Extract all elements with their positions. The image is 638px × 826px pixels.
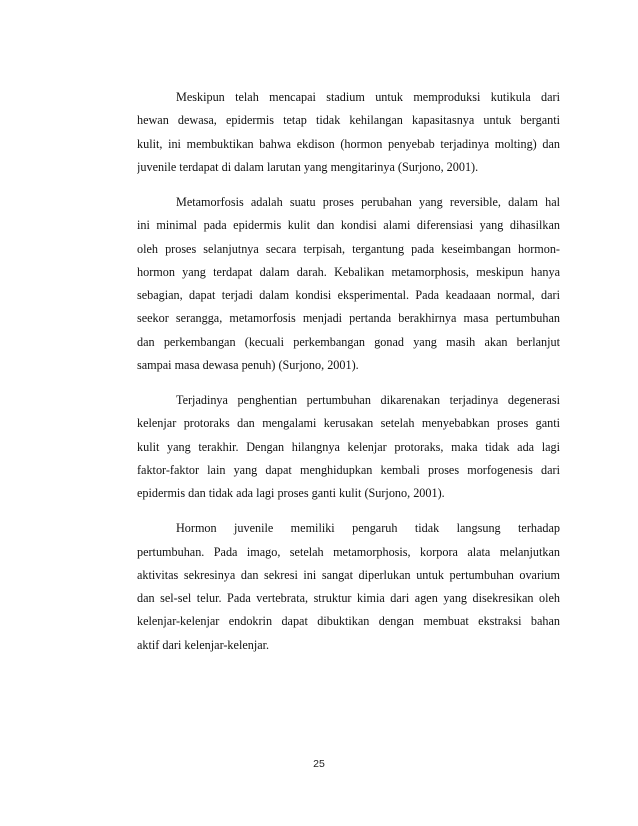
text-line: sebagian, dapat terjadi dalam kondisi eksperimental. Pada keadaaan normal, dari (137, 288, 560, 302)
text-line: kelenjar protoraks dan mengalami kerusakan setelah menyebabkan proses ganti (137, 416, 560, 431)
text-line: kelenjar-kelenjar endokrin dapat dibuktikan dengan membuat ekstraksi bahan (137, 614, 560, 629)
text-line: kulit yang terakhir. Dengan hilangnya kelenjar protoraks, maka tidak ada lagi (137, 439, 560, 454)
text-line: faktor-faktor lain yang dapat menghidupkan kembali proses morfogenesis dari (137, 462, 560, 477)
text-line: Terjadinya penghentian pertumbuhan dikarenakan terjadinya degenerasi (176, 393, 560, 407)
text-line: hewan dewasa, epidermis tetap tidak kehilangan kapasitasnya untuk berganti (137, 113, 560, 128)
text-line: pertumbuhan. Pada imago, setelah metamorphosis, korpora alata melanjutkan (137, 544, 560, 559)
text-line: kulit, ini membuktikan bahwa ekdison (hormon penyebab terjadinya molting) dan (137, 136, 560, 151)
paragraph-3 (137, 389, 560, 505)
text-line: aktif dari kelenjar-kelenjar. (137, 637, 270, 652)
text-line: juvenile terdapat di dalam larutan yang mengitarinya (Surjono, 2001). (137, 159, 479, 174)
text-line: epidermis dan tidak ada lagi proses ganti kulit (Surjono, 2001). (137, 486, 445, 500)
text-line: dan sel-sel telur. Pada vertebrata, struktur kimia dari agen yang disekresikan oleh (137, 591, 560, 605)
text-line: aktivitas sekresinya dan sekresi ini sangat diperlukan untuk pertumbuhan ovarium (137, 567, 560, 582)
text-line: hormon yang terdapat dalam darah. Kebalikan metamorphosis, meskipun hanya (137, 264, 560, 279)
text-line: ini minimal pada epidermis kulit dan kondisi alami diferensiasi yang dihasilkan (137, 218, 560, 233)
text-line: Meskipun telah mencapai stadium untuk memproduksi kutikula dari (176, 90, 560, 104)
paragraph-4 (137, 517, 560, 657)
text-line: Metamorfosis adalah suatu proses perubahan yang reversible, dalam hal (176, 195, 560, 209)
text-line: Hormon juvenile memiliki pengaruh tidak langsung terhadap (176, 521, 560, 536)
text-line: seekor serangga, metamorfosis menjadi pertanda berakhirnya masa pertumbuhan (137, 311, 560, 326)
page-number: 25 (313, 758, 325, 770)
body-text (137, 86, 560, 669)
paragraph-2 (137, 191, 560, 377)
paragraph-1 (137, 86, 560, 179)
text-line: oleh proses selanjutnya secara terpisah, tergantung pada keseimbangan hormon- (137, 241, 560, 256)
text-line: dan perkembangan (kecuali perkembangan gonad yang masih akan berlanjut (137, 334, 560, 349)
text-line: sampai masa dewasa penuh) (Surjono, 2001). (137, 357, 359, 372)
